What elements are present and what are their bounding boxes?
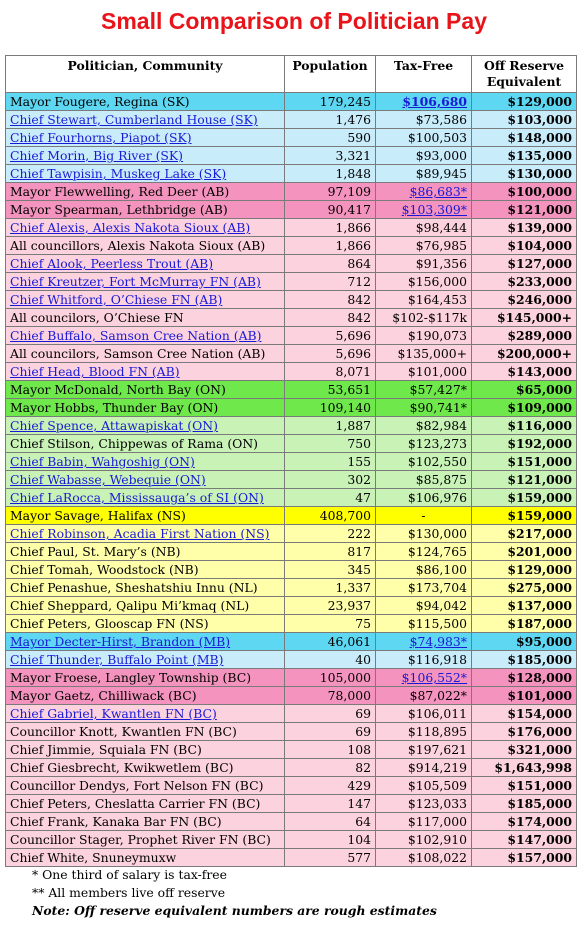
taxfree-link[interactable]: $86,683*: [409, 184, 467, 199]
politician-link[interactable]: Chief Fourhorns, Piapot (SK): [10, 130, 192, 145]
politician-cell: [6, 291, 285, 309]
population-cell: 108: [285, 741, 376, 759]
population-cell: 46,061: [285, 633, 376, 651]
equivalent-cell: $116,000: [472, 417, 577, 435]
population-cell: 69: [285, 705, 376, 723]
table-row: [6, 525, 577, 543]
politician-cell: [6, 219, 285, 237]
taxfree-cell: $89,945: [376, 165, 472, 183]
equivalent-cell: $104,000: [472, 237, 577, 255]
equivalent-cell: $187,000: [472, 615, 577, 633]
table-row: [6, 651, 577, 669]
equivalent-cell: $65,000: [472, 381, 577, 399]
table-row: [6, 345, 577, 363]
population-cell: 82: [285, 759, 376, 777]
taxfree-cell: $173,704: [376, 579, 472, 597]
table-row: [6, 399, 577, 417]
population-cell: 1,476: [285, 111, 376, 129]
population-cell: 69: [285, 723, 376, 741]
politician-cell: [6, 147, 285, 165]
population-cell: 345: [285, 561, 376, 579]
politician-cell: Mayor Flewwelling, Red Deer (AB): [6, 183, 285, 201]
population-cell: 105,000: [285, 669, 376, 687]
politician-link[interactable]: Chief Alexis, Alexis Nakota Sioux (AB): [10, 220, 251, 235]
equivalent-cell: $289,000: [472, 327, 577, 345]
taxfree-cell: $102-$117k: [376, 309, 472, 327]
equivalent-cell: $143,000: [472, 363, 577, 381]
population-cell: 78,000: [285, 687, 376, 705]
equivalent-cell: $159,000: [472, 507, 577, 525]
population-cell: 90,417: [285, 201, 376, 219]
politician-cell: Chief Peters, Glooscap FN (NS): [6, 615, 285, 633]
table-row: [6, 741, 577, 759]
taxfree-cell: $105,509: [376, 777, 472, 795]
politician-link[interactable]: Chief Alook, Peerless Trout (AB): [10, 256, 214, 271]
taxfree-cell: $100,503: [376, 129, 472, 147]
table-body: [6, 93, 577, 867]
table-row: [6, 687, 577, 705]
taxfree-cell: $164,453: [376, 291, 472, 309]
table-row: [6, 615, 577, 633]
table-row: [6, 759, 577, 777]
table-row: [6, 111, 577, 129]
population-cell: 1,887: [285, 417, 376, 435]
politician-cell: Chief Stilson, Chippewas of Rama (ON): [6, 435, 285, 453]
population-cell: 864: [285, 255, 376, 273]
politician-cell: Chief Tomah, Woodstock (NB): [6, 561, 285, 579]
taxfree-cell: $73,586: [376, 111, 472, 129]
table-row: [6, 561, 577, 579]
equivalent-cell: $137,000: [472, 597, 577, 615]
politician-link[interactable]: Chief Kreutzer, Fort McMurray FN (AB): [10, 274, 261, 289]
taxfree-cell: $190,073: [376, 327, 472, 345]
taxfree-cell: $118,895: [376, 723, 472, 741]
equivalent-cell: $101,000: [472, 687, 577, 705]
population-cell: 1,337: [285, 579, 376, 597]
table-row: [6, 453, 577, 471]
politician-cell: [6, 489, 285, 507]
equivalent-cell: $321,000: [472, 741, 577, 759]
equivalent-cell: $275,000: [472, 579, 577, 597]
table-row: [6, 129, 577, 147]
population-cell: 3,321: [285, 147, 376, 165]
table-row: [6, 777, 577, 795]
taxfree-cell: $87,022*: [376, 687, 472, 705]
politician-link[interactable]: Mayor Decter-Hirst, Brandon (MB): [10, 634, 231, 649]
taxfree-cell: $197,621: [376, 741, 472, 759]
taxfree-cell: $130,000: [376, 525, 472, 543]
politician-link[interactable]: Chief Whitford, O’Chiese FN (AB): [10, 292, 223, 307]
taxfree-cell: -: [376, 507, 472, 525]
taxfree-cell: $156,000: [376, 273, 472, 291]
equivalent-cell: $174,000: [472, 813, 577, 831]
politician-link[interactable]: Chief Morin, Big River (SK): [10, 148, 184, 163]
population-cell: 750: [285, 435, 376, 453]
politician-link[interactable]: Chief LaRocca, Mississauga’s of SI (ON): [10, 490, 264, 505]
population-cell: 590: [285, 129, 376, 147]
politician-cell: [6, 129, 285, 147]
equivalent-cell: $121,000: [472, 471, 577, 489]
equivalent-cell: $192,000: [472, 435, 577, 453]
population-cell: 842: [285, 291, 376, 309]
population-cell: 302: [285, 471, 376, 489]
politician-cell: [6, 633, 285, 651]
equivalent-cell: $157,000: [472, 849, 577, 867]
politician-link[interactable]: Chief Gabriel, Kwantlen FN (BC): [10, 706, 217, 721]
table-row: [6, 849, 577, 867]
politician-cell: [6, 255, 285, 273]
table-row: [6, 669, 577, 687]
table-row: [6, 327, 577, 345]
politician-cell: [6, 165, 285, 183]
equivalent-cell: $147,000: [472, 831, 577, 849]
politician-cell: [6, 471, 285, 489]
taxfree-cell: $135,000+: [376, 345, 472, 363]
taxfree-cell: $98,444: [376, 219, 472, 237]
table-row: [6, 723, 577, 741]
politician-cell: [6, 705, 285, 723]
politician-link[interactable]: Chief Babin, Wahgoshig (ON): [10, 454, 195, 469]
table-row: [6, 489, 577, 507]
taxfree-cell: $93,000: [376, 147, 472, 165]
equivalent-cell: $176,000: [472, 723, 577, 741]
equivalent-cell: $128,000: [472, 669, 577, 687]
politician-cell: [6, 111, 285, 129]
politician-cell: Mayor Gaetz, Chilliwack (BC): [6, 687, 285, 705]
population-cell: 53,651: [285, 381, 376, 399]
table-row: [6, 273, 577, 291]
table-row: [6, 147, 577, 165]
taxfree-cell: $116,918: [376, 651, 472, 669]
population-cell: 147: [285, 795, 376, 813]
equivalent-cell: $95,000: [472, 633, 577, 651]
politician-link[interactable]: Chief Buffalo, Samson Cree Nation (AB): [10, 328, 262, 343]
equivalent-cell: $151,000: [472, 777, 577, 795]
taxfree-cell: $102,910: [376, 831, 472, 849]
politician-cell: [6, 327, 285, 345]
taxfree-cell: $90,741*: [376, 399, 472, 417]
taxfree-cell: $117,000: [376, 813, 472, 831]
table-row: [6, 795, 577, 813]
table-row: [6, 507, 577, 525]
header-taxfree: Tax-Free: [376, 56, 472, 93]
table-row: [6, 381, 577, 399]
population-cell: 97,109: [285, 183, 376, 201]
politician-cell: Councillor Dendys, Fort Nelson FN (BC): [6, 777, 285, 795]
equivalent-cell: $129,000: [472, 561, 577, 579]
equivalent-cell: $185,000: [472, 795, 577, 813]
taxfree-cell: $86,100: [376, 561, 472, 579]
equivalent-cell: $121,000: [472, 201, 577, 219]
population-cell: 1,866: [285, 219, 376, 237]
table-row: [6, 597, 577, 615]
politician-link[interactable]: Chief Tawpisin, Muskeg Lake (SK): [10, 166, 227, 181]
table-row: [6, 165, 577, 183]
taxfree-cell: $106,011: [376, 705, 472, 723]
politician-cell: Chief Penashue, Sheshatshiu Innu (NL): [6, 579, 285, 597]
table-row: [6, 255, 577, 273]
pay-comparison-table: [5, 55, 577, 867]
equivalent-cell: $145,000+: [472, 309, 577, 327]
population-cell: 155: [285, 453, 376, 471]
table-row: [6, 471, 577, 489]
population-cell: 5,696: [285, 327, 376, 345]
population-cell: 1,866: [285, 237, 376, 255]
taxfree-cell: [376, 183, 472, 201]
equivalent-cell: $200,000+: [472, 345, 577, 363]
equivalent-cell: $233,000: [472, 273, 577, 291]
footnote-tax-free: * One third of salary is tax-free: [32, 867, 227, 882]
equivalent-cell: $217,000: [472, 525, 577, 543]
politician-link[interactable]: Chief Robinson, Acadia First Nation (NS): [10, 526, 270, 541]
taxfree-cell: $82,984: [376, 417, 472, 435]
population-cell: 64: [285, 813, 376, 831]
population-cell: 5,696: [285, 345, 376, 363]
population-cell: 817: [285, 543, 376, 561]
politician-cell: Chief Peters, Cheslatta Carrier FN (BC): [6, 795, 285, 813]
politician-cell: [6, 417, 285, 435]
population-cell: 222: [285, 525, 376, 543]
table-header-row: [6, 56, 577, 93]
politician-cell: [6, 453, 285, 471]
politician-cell: [6, 525, 285, 543]
table-row: [6, 705, 577, 723]
equivalent-cell: $201,000: [472, 543, 577, 561]
politician-cell: Mayor Savage, Halifax (NS): [6, 507, 285, 525]
population-cell: 109,140: [285, 399, 376, 417]
equivalent-cell: $148,000: [472, 129, 577, 147]
taxfree-cell: $101,000: [376, 363, 472, 381]
header-equivalent: [472, 56, 577, 93]
politician-cell: Mayor Spearman, Lethbridge (AB): [6, 201, 285, 219]
equivalent-cell: $135,000: [472, 147, 577, 165]
taxfree-cell: $94,042: [376, 597, 472, 615]
taxfree-cell: $108,022: [376, 849, 472, 867]
table-row: [6, 237, 577, 255]
politician-cell: Chief White, Snuneymuxw: [6, 849, 285, 867]
equivalent-cell: $130,000: [472, 165, 577, 183]
equivalent-cell: $159,000: [472, 489, 577, 507]
taxfree-cell: $115,500: [376, 615, 472, 633]
politician-cell: All councilors, Samson Cree Nation (AB): [6, 345, 285, 363]
taxfree-cell: $123,033: [376, 795, 472, 813]
population-cell: 1,848: [285, 165, 376, 183]
population-cell: 47: [285, 489, 376, 507]
taxfree-link[interactable]: $74,983*: [409, 634, 467, 649]
population-cell: 23,937: [285, 597, 376, 615]
population-cell: 408,700: [285, 507, 376, 525]
page-title: Small Comparison of Politician Pay: [101, 8, 487, 34]
equivalent-cell: $129,000: [472, 93, 577, 111]
table-row: [6, 93, 577, 111]
header-equivalent-line2: Equivalent: [486, 74, 562, 89]
taxfree-cell: $102,550: [376, 453, 472, 471]
population-cell: 40: [285, 651, 376, 669]
politician-cell: Mayor McDonald, North Bay (ON): [6, 381, 285, 399]
equivalent-cell: $151,000: [472, 453, 577, 471]
table-row: [6, 813, 577, 831]
taxfree-cell: $106,976: [376, 489, 472, 507]
table-row: [6, 291, 577, 309]
taxfree-cell: $123,273: [376, 435, 472, 453]
table-row: [6, 633, 577, 651]
equivalent-cell: $100,000: [472, 183, 577, 201]
header-equivalent-line1: Off Reserve: [484, 58, 564, 73]
politician-cell: Councillor Knott, Kwantlen FN (BC): [6, 723, 285, 741]
table-row: [6, 831, 577, 849]
table-row: [6, 183, 577, 201]
taxfree-cell: [376, 633, 472, 651]
politician-cell: [6, 651, 285, 669]
header-population: Population: [285, 56, 376, 93]
footnote-off-reserve: ** All members live off reserve: [32, 885, 226, 900]
taxfree-cell: [376, 669, 472, 687]
taxfree-cell: $76,985: [376, 237, 472, 255]
equivalent-cell: $109,000: [472, 399, 577, 417]
taxfree-link[interactable]: $106,680: [402, 94, 467, 109]
equivalent-cell: $185,000: [472, 651, 577, 669]
population-cell: 429: [285, 777, 376, 795]
politician-cell: All councilors, O’Chiese FN: [6, 309, 285, 327]
taxfree-cell: $91,356: [376, 255, 472, 273]
taxfree-link[interactable]: $106,552*: [401, 670, 467, 685]
taxfree-cell: $85,875: [376, 471, 472, 489]
population-cell: 577: [285, 849, 376, 867]
politician-cell: Mayor Froese, Langley Township (BC): [6, 669, 285, 687]
footnote-estimate: Note: Off reserve equivalent numbers are rough estimates: [32, 903, 437, 918]
equivalent-cell: $246,000: [472, 291, 577, 309]
equivalent-cell: $154,000: [472, 705, 577, 723]
table-row: [6, 579, 577, 597]
equivalent-cell: $127,000: [472, 255, 577, 273]
politician-cell: Chief Frank, Kanaka Bar FN (BC): [6, 813, 285, 831]
politician-link[interactable]: Chief Head, Blood FN (AB): [10, 364, 180, 379]
population-cell: 104: [285, 831, 376, 849]
population-cell: 8,071: [285, 363, 376, 381]
table-row: [6, 219, 577, 237]
table-row: [6, 363, 577, 381]
taxfree-link[interactable]: $103,309*: [401, 202, 467, 217]
politician-cell: All councillors, Alexis Nakota Sioux (AB): [6, 237, 285, 255]
taxfree-cell: $57,427*: [376, 381, 472, 399]
taxfree-cell: [376, 201, 472, 219]
table-row: [6, 417, 577, 435]
population-cell: 179,245: [285, 93, 376, 111]
politician-link[interactable]: Chief Wabasse, Webequie (ON): [10, 472, 206, 487]
politician-cell: [6, 273, 285, 291]
politician-cell: Chief Jimmie, Squiala FN (BC): [6, 741, 285, 759]
population-cell: 842: [285, 309, 376, 327]
politician-cell: [6, 363, 285, 381]
table-row: [6, 309, 577, 327]
politician-cell: Mayor Hobbs, Thunder Bay (ON): [6, 399, 285, 417]
table-row: [6, 543, 577, 561]
equivalent-cell: $1,643,998: [472, 759, 577, 777]
header-politician: Politician, Community: [6, 56, 285, 93]
politician-cell: Councillor Stager, Prophet River FN (BC): [6, 831, 285, 849]
politician-cell: Chief Sheppard, Qalipu Mi’kmaq (NL): [6, 597, 285, 615]
politician-cell: Chief Paul, St. Mary’s (NB): [6, 543, 285, 561]
equivalent-cell: $103,000: [472, 111, 577, 129]
taxfree-cell: [376, 93, 472, 111]
politician-link[interactable]: Chief Spence, Attawapiskat (ON): [10, 418, 218, 433]
population-cell: 75: [285, 615, 376, 633]
taxfree-cell: $124,765: [376, 543, 472, 561]
equivalent-cell: $139,000: [472, 219, 577, 237]
politician-link[interactable]: Chief Thunder, Buffalo Point (MB): [10, 652, 224, 667]
taxfree-cell: $914,219: [376, 759, 472, 777]
politician-link[interactable]: Chief Stewart, Cumberland House (SK): [10, 112, 258, 127]
politician-cell: Mayor Fougere, Regina (SK): [6, 93, 285, 111]
politician-cell: Chief Giesbrecht, Kwikwetlem (BC): [6, 759, 285, 777]
footnotes: [32, 866, 437, 920]
table-row: [6, 201, 577, 219]
population-cell: 712: [285, 273, 376, 291]
table-row: [6, 435, 577, 453]
